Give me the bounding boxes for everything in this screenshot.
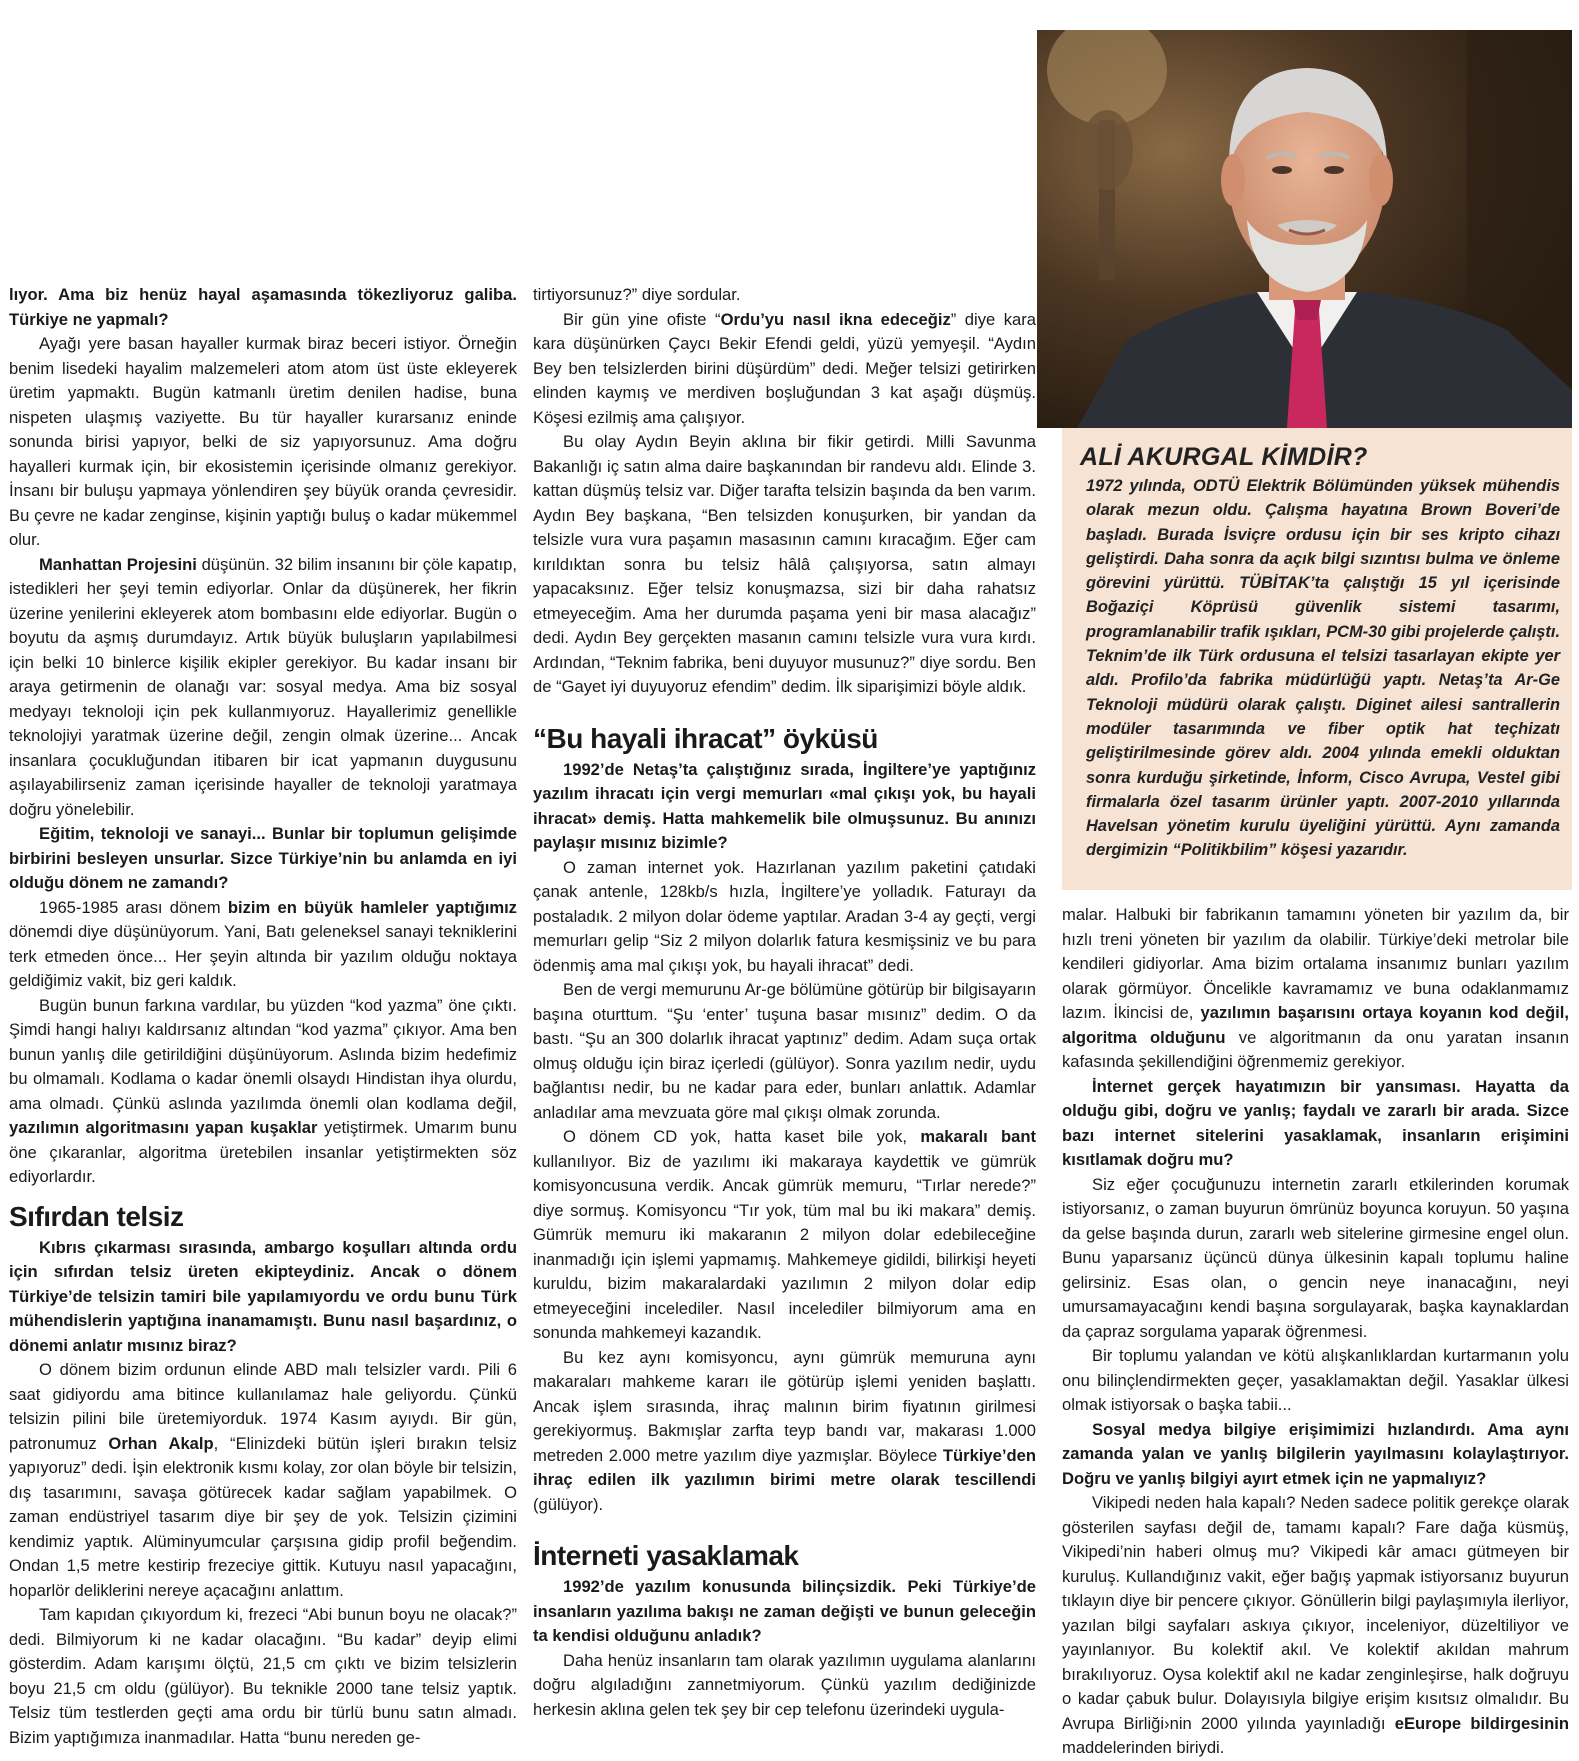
question-paragraph: Sosyal medya bilgiye erişimimizi hızlandırdı. Ama aynı zamanda yalan ve yanlış bilgilerin yayılmasını kolaylaştırıyor. Doğru ve yanlış bilgiyi ayırt etmek için ne yapmalıyız? (1062, 1419, 1569, 1488)
body-paragraph: Siz eğer çocuğunuzu internetin zararlı etkilerinden korumak istiyorsanız, o zaman buyurun ömrünüz boyunca koruyun. 50 yaşına da gelse başında durun, zararlı web sitelerine girmesine engel olun. Bunu yaparsanız üçüncü dünya ülkesinin kapalı toplumu haline gelirsiniz. Esas olan, o gencin neye inanacağını, neyi umursamayacağını kendi başına sorgulayarak, başka kaynaklardan da çapraz sorgulama yaparak öğrenmesi. (1062, 1174, 1569, 1341)
text-span: kullanılıyor. Biz de yazılımı iki makaraya kaydettik ve gümrük komisyoncusuna verdik. Ancak gümrük memuru, “Tırlar nerede?” diye sormuş. Komisyoncu “Tır yok, tüm mal bu iki makara” demiş. Gümrük memuru iki makaranın 2 milyon dolar edebileceğine inanmadığı için işlemi yapmamış. Mahkemeye gidildi, bilirkişi heyeti kuruldu, bizim makaralardaki yazılımın 2 milyon dolar edip etmeyeceğini incelediler. Nasıl incelediler bilmiyorum ama en sonunda mahkemeyi kazandık. (533, 1151, 1036, 1342)
bio-box (1062, 428, 1572, 890)
body-paragraph: Bu olay Aydın Beyin aklına bir fikir getirdi. Milli Savunma Bakanlığı iç satın alma daire başkanından bir randevu aldı. Elinde 3. kattan düşmüş telsiz var. Diğer tarafta telsizin başında da ben varım. Aydın Bey başkana, “Ben telsizden konuşurken, bir yandan da telsizle vura vura paşamın masasının camını kıracağım. Eğer cam kırıldıktan sonra bu telsiz hâlâ çalışıyorsa, satın almayı yapacaksınız. Eğer telsiz konuşmazsa, sizi bir daha rahatsız etmeyeceğim. Ama her durumda paşama yeni bir masa alacağız” dedi. Aydın Bey gerçekten masanın camını telsizle vura vura kırdı. Ardından, “Teknim fabrika, beni duyuyor musunuz?” diye sordu. Ben de “Gayet iyi duyuyoruz efendim” dedim. İlk siparişimizi böyle aldık. (533, 432, 1036, 696)
text-span: Bu kez aynı komisyoncu, aynı gümrük memuruna aynı makaraları mahkeme kararı ile götürüp işlemi yeniden başlattı. Ancak işlem sırasında, ihraç malının birim fiyatının girilmesi gerekiyormuş. Bakmışlar zarfta teyp bandı var, makarası 1.000 metreden 2.000 metre yazılım diye yazmışlar. Böylece (533, 1347, 1036, 1465)
text-span: O dönem bizim ordunun elinde ABD malı telsizler vardı. Pili 6 saat gidiyordu ama bitince kullanılamaz hale geliyordu. Çünkü telsizin pilini bile üretemiyorduk. 1974 Kasım ayıydı. Bir gün, patronumuz (9, 1360, 517, 1453)
text-span: dönemdi diye düşünüyorum. Yani, Batı geleneksel sanayi tekniklerini terk etmeden önce... Her şeyin altında bir yazılım olduğu noktaya geldiğimiz vakit, biz geri kaldık. (9, 922, 517, 990)
body-paragraph: Ayağı yere basan hayaller kurmak biraz beceri istiyor. Örneğin benim lisedeki hayalim malzemeleri atom atom üst üste ekleyerek üretim yapmaktı. Bugün katmanlı üretim denilen hadise, buna nispeten ulaşmış vaziyette. Bu tür hayaller kurarsanız eninde sonunda birisi yapıyor, belki de siz yapıyorsunuz. Ama doğru hayalleri kurmak için, bir ekosistemin içerisinde olmanız gerekiyor. İnsanı bir buluşu yapmaya yönlendiren şey büyük oranda çevresidir. Bu çevre ne kadar zenginse, kişinin yaptığı buluş o kadar mükemmel olur. (9, 334, 517, 549)
body-paragraph (9, 1358, 517, 1603)
emphasis-text: makaralı bant (920, 1127, 1037, 1146)
text-span: düşünün. 32 bilim insanını bir çöle kapatıp, istedikleri her şeyi temin ediyorlar. Onlar da düşünerek, her fikrin üzerine yenilerini ekleyerek atom bombasını elde ediyorlar. Bugün o boyutu da aşmış durumdayız. Artık büyük buluşların yapılabilmesi için belki 10 binlerce kişilik ekipler gerekiyor. Bu kadar insanı bir araya getirmenin de olanağı var: sosyal medya. Ama biz sosyal medyayı teknoloji için pek kullanmıyoruz. Hayallerimiz genellikle teknolojiyi yaratmak üzerine değil, zengin olmak üzerine... Ancak insanlara çocukluğundan itibaren bir icat yapmanın duygusunu aşılayabilirseniz zaman içerisinde hayaller de teknoloji yaratmaya doğru yönelebilir. (9, 554, 517, 819)
text-span: , “Elinizdeki bütün işleri bırakın telsiz yapıyoruz” dedi. İşin elektronik kısmı kolay, zor olan böyle bir telsizin, dış tasarımını, savaşa götürecek kadar sağlam yapabilmek. O zaman endüstriyel tasarım diye bir şey de yok. Telsizin çizimini kendimiz yaptık. Alüminyumcular çarşısına gidip profil beğendim. Ondan 1,5 metre kestirip frezeciye gittik. Kutuyu nasıl yapacağını, hoparlör deliklerini nereye açacağını anlattım. (9, 1433, 517, 1600)
text-span: (gülüyor). (533, 1494, 604, 1514)
text-span: Vikipedi neden hala kapalı? Neden sadece politik gerekçe olarak gösterilen sayfası değil de, tamamı kapalı? Fare dağa küsmüş, Vikipedi’nin haberi olmuş mu? Vikipedi kâr amacı gütmeyen bir kuruluş. Kullandığınız vakit, eğer bağış yapmak istiyorsanız buyurun tıklayın diye bir pencere çıkıyor. Gönüllerin bilgi paylaşımıyla ilerliyor, yazılan bilgi sayfaları askıya çıkıyor, inceleniyor, düzeltiliyor ve yayınlanıyor. Bu kolektif akıl. Ve kolektif akıldan mahrum bırakılıyoruz. Oysa kolektif akıl ne kadar zenginleşirse, halk doğruyu o kadar çabuk bulur. Dolayısıyla bilgiye erişim kısıtsız olmalıdır. Bu Avrupa Birliği›nin 2000 yılında yayınladığı (1062, 1493, 1569, 1733)
emphasis-text: Ordu’yu nasıl ikna edeceğiz (720, 309, 951, 329)
article-column-3 (1062, 903, 1569, 1761)
text-span: Bir gün yine ofiste “ (563, 309, 721, 329)
body-paragraph (533, 1346, 1036, 1518)
body-paragraph (9, 896, 517, 994)
question-paragraph: Eğitim, teknoloji ve sanayi... Bunlar bir toplumun gelişimde birbirini besleyen unsurlar. Sizce Türkiye’nin bu anlamda en iyi olduğu dönem ne zamandı? (9, 824, 517, 892)
question-paragraph: Kıbrıs çıkarması sırasında, ambargo koşulları altında ordu için sıfırdan telsiz üreten ekipteydiniz. Ancak o dönem Türkiye’de telsizin tamiri bile yapılamıyordu ve ordu bunu Türk mühendislerin yaptığına inanamamıştı. Bunu nasıl başardınız, o dönemi anlatır mısınız biraz? (9, 1237, 517, 1355)
body-paragraph (1062, 1491, 1569, 1761)
body-paragraph (533, 1125, 1036, 1346)
section-heading: Sıfırdan telsiz (9, 1200, 184, 1232)
question-paragraph: İnternet gerçek hayatımızın bir yansıması. Hayatta da olduğu gibi, doğru ve yanlış; faydalı ve zararlı bir arada. Sizce bazı internet sitelerini yasaklamak, insanların erişimini kısıtlamak doğru mu? (1062, 1076, 1569, 1169)
question-paragraph: 1992’de Netaş’ta çalıştığınız sırada, İngiltere’ye yaptığınız yazılım ihracatı için vergi memurları «mal çıkışı yok, bu hayali ihracat» demiş. Hatta mahkemelik bile olmuşsunuz. Bu anınızı paylaşır mısınız bizimle? (533, 759, 1036, 852)
section-heading: İnterneti yasaklamak (533, 1540, 799, 1571)
question-paragraph: lıyor. Ama biz henüz hayal aşamasında tökezliyoruz galiba. Türkiye ne yapmalı? (9, 285, 517, 329)
emphasis-text: Orhan Akalp (108, 1433, 214, 1453)
text-span: malar. Halbuki bir fabrikanın tamamını yöneten bir yazılım da, bir hızlı treni yöneten bir yazılım da olabilir. Türkiye’deki metrolar bile kendileri gidiyorlar. Ama bizim ortalama insanımız bunları yazılım olarak görmüyor. Öncelikle kavramamız ve buna odaklanmamız lazım. İkincisi de, (1062, 905, 1569, 1022)
emphasis-text: Manhattan Projesini (39, 554, 197, 574)
emphasis-text: eEurope bildirgesinin (1394, 1713, 1569, 1733)
text-span: O dönem CD yok, hatta kaset bile yok, (563, 1127, 921, 1146)
article-column-1 (9, 283, 517, 1750)
emphasis-text: yazılımın algoritmasını yapan kuşaklar (9, 1118, 318, 1137)
text-span: 1965-1985 arası dönem (39, 897, 228, 917)
body-paragraph (1062, 903, 1569, 1075)
emphasis-text: yazılımın başarısını ortaya koyanın kod değil, algoritma olduğunu (1062, 1003, 1569, 1047)
body-paragraph: Tam kapıdan çıkıyordum ki, frezeci “Abi bunun boyu ne olacak?” dedi. Bilmiyorum ki ne kadar olacağını. “Bu kadar” deyip elimi gösterdim. Adam karışımı ölçtü, 21,5 cm çıktı ve bizim telsizlerin boyu 21,5 cm oldu (gülüyor). Bu teknikle 2000 tane telsiz yaptık. Telsiz tüm testlerden geçti ama ordu bir türlü bunu satın almadı. Bizim yaptığımıza inanmadılar. Hatta “bunu nereden ge- (9, 1605, 517, 1747)
question-paragraph: 1992’de yazılım konusunda bilinçsizdik. Peki Türkiye’de insanların yazılıma bakışı ne zaman değişti ve bunun geleceğin ta kendisi olduğunu anladık? (533, 1577, 1036, 1645)
body-paragraph (533, 308, 1036, 431)
body-paragraph (9, 553, 517, 823)
portrait-illustration (1037, 30, 1572, 428)
text-span: maddelerinden biriydi. (1062, 1738, 1225, 1757)
body-paragraph: Ben de vergi memurunu Ar-ge bölümüne götürüp bir bilgisayarın başına oturttum. “Şu ‘enter’ tuşuna basar mısınız” dedim. O da bastı. “Şu an 300 dolarlık ihracat yaptınız” dedim. Adam suça ortak olmuş olduğu için biraz içerledi (gülüyor). Sonra yazılım nedir, uydu bağlantısı nedir, bu ne kadar para eder, bunları anlattık. Adamlar anladılar ama mevzuata göre mal çıkışı olmak zorunda. (533, 980, 1036, 1122)
text-span: yetiştirmek. Umarım bunu öne çıkaranlar, algoritma üretebilen insanlar yetiştirmekten söz ediyorlardır. (9, 1118, 518, 1186)
portrait-photo (1037, 30, 1572, 428)
bio-text: 1972 yılında, ODTÜ Elektrik Bölümünden yüksek mühendis olarak mezun oldu. Çalışma hayatına Brown Boveri’de başladı. Burada İsviçre ordusu için bir ses kripto cihazı geliştirdi. Daha sonra da açık bilgi sızıntısı bulma ve önleme görevini yürüttü. TÜBİTAK’ta çalıştığı 15 yıl içerisinde Boğaziçi Köprüsü güvenlik sistemi tasarımı, programlanabilir trafik ışıkları, PCM-30 gibi projelerde çalıştı. Teknim’de ilk Türk ordusuna el telsizi tasarlayan ekipte yer aldı. Profilo’da fabrika müdürlüğü yaptı. Netaş’ta Ar-Ge Teknoloji müdürü olarak çalıştı. Diginet ailesi santrallerin modüler tasarımında ve fiber optik hat teçhizatı geliştirilmesinde görev aldı. 2004 yılında emekli olduktan sonra kurduğu şirketinde, İnform, Cisco Avrupa, Vestel gibi firmalarla özel tasarım ürünler yaptı. 2007-2010 yıllarında Havelsan yönetim kurulu üyeliğini yürüttü. Aynı zamanda dergimizin “Politikbilim” köşesi yazarıdır. (1086, 477, 1560, 860)
section-heading: “Bu hayali ihracat” öyküsü (533, 722, 878, 754)
bio-title: ALİ AKURGAL KİMDİR? (1080, 443, 1368, 471)
body-paragraph: O zaman internet yok. Hazırlanan yazılım paketini çatıdaki çanak antenle, 128kb/s hızla, İngiltere’ye yolladık. Faturayı da postaladık. 2 milyon dolar ödeme yaptılar. Aradan 3-4 ay geçti, vergi memurları gelip “Siz 2 milyon dolarlık fatura kesmişsiniz ve bu para ödenmiş ama mal çıkışı yok, bu hayali ihracat” dedi. (533, 857, 1036, 975)
emphasis-text: Türkiye’den ihraç edilen ilk yazılımın birimi metre olarak tescillendi (533, 1445, 1036, 1489)
text-span: Bugün bunun farkına vardılar, bu yüzden “kod yazma” öne çıktı. Şimdi hangi halıyı kaldırsanız altından “kod yazma” çıkıyor. Ama ben bunun yanlış dile getirildiğini düşünüyorum. Aslında bizim hedefimiz bu olmamalı. Kodlama o kadar önemli olsaydı Hindistan ihya olurdu, ama olmadı. Çünkü aslında yazılımda önemli olan kodlama değil, (9, 995, 517, 1113)
text-span: ve algoritmanın da onu yaratan insanın kafasında şekillendiğini öğrenmemiz gerekiyor. (1062, 1027, 1569, 1071)
body-paragraph (9, 994, 517, 1190)
body-paragraph: Daha henüz insanların tam olarak yazılımın uygulama alanlarını doğru algıladığını zannetmiyorum. Çünkü yazılım dediğinizde herkesin aklına gelen tek şey bir cep telefonu üzerindeki uygula- (533, 1650, 1036, 1719)
emphasis-text: bizim en büyük hamleler yaptığımız (227, 897, 517, 917)
body-paragraph: tirtiyorsunuz?” diye sordular. (533, 285, 741, 304)
article-column-2 (533, 283, 1036, 1722)
body-paragraph: Bir toplumu yalandan ve kötü alışkanlıklardan kurtarmanın yolu onu bilinçlendirmekten geçer, yasaklamaktan değil. Yasaklar ülkesi olmak istiyorsak o başka tabii... (1062, 1346, 1569, 1414)
text-span: ” diye kara kara düşünürken Çaycı Bekir Efendi geldi, yüzü yemyeşil. “Aydın Bey ben telsizlerden birini düşürdüm” dedi. Meğer telsizi getirirken elinden kaymış ve merdiven boşluğundan 3 kat aşağı düşmüş. Köşesi ezilmiş ama çalışıyor. (533, 309, 1036, 427)
